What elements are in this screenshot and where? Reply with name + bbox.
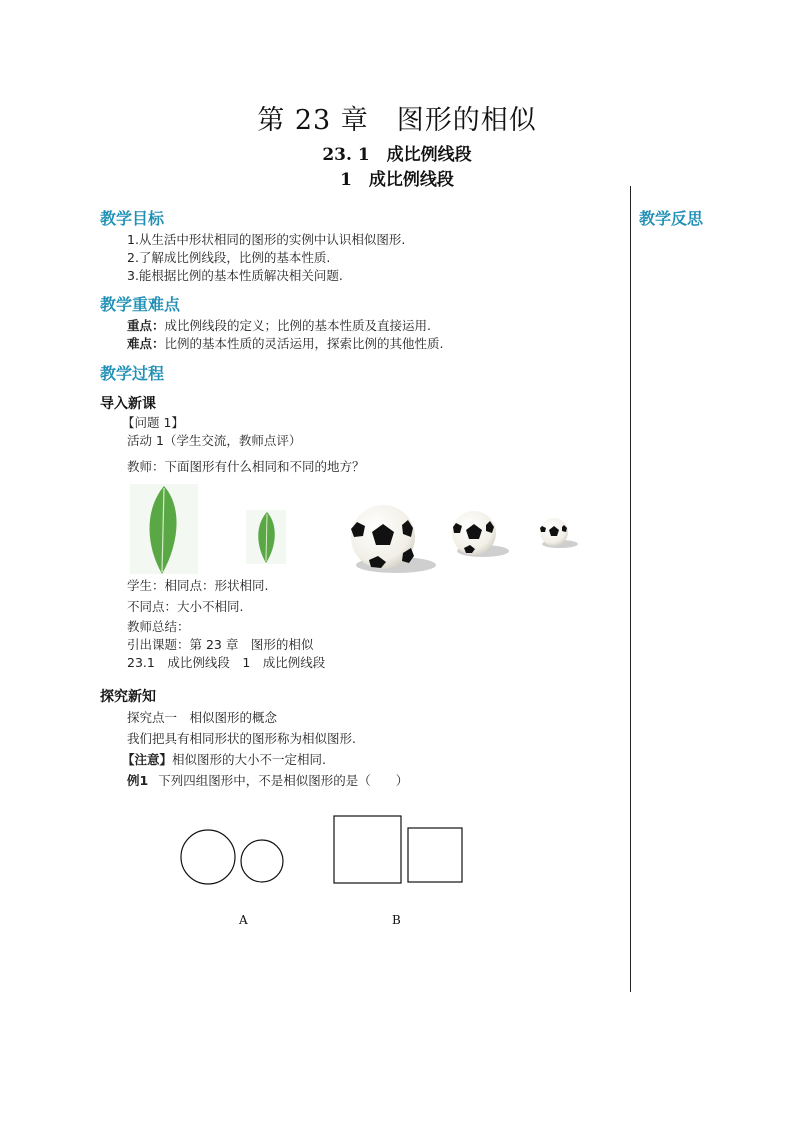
soccer-ball-icon [351, 505, 436, 573]
activity-line: 活动 1（学生交流，教师点评） [127, 433, 302, 448]
explore-point: 探究点一 相似图形的概念 [127, 710, 278, 725]
option-a-label: A [239, 913, 248, 927]
similar-figures-image [128, 482, 588, 578]
section-title: 23. 1 成比例线段 [322, 145, 472, 165]
example-line [127, 771, 408, 789]
example-label: 例1 [127, 773, 149, 788]
student-answer: 学生：相同点：形状相同. [127, 578, 269, 593]
difference-answer: 不同点：大小不相同. [127, 599, 244, 614]
intro-heading: 导入新课 [100, 396, 156, 412]
soccer-ball-icon [540, 518, 578, 548]
explore-heading: 探究新知 [100, 689, 156, 705]
goal-item: 3.能根据比例的基本性质解决相关问题. [127, 268, 343, 283]
option-b-label: B [392, 913, 401, 927]
diff-text: 比例的基本性质的灵活运用，探索比例的其他性质. [164, 336, 444, 351]
large-circle [181, 830, 235, 884]
problem-label: 【问题 1】 [122, 415, 184, 430]
note [122, 750, 326, 768]
example-text: 下列四组图形中，不是相似图形的是（ ） [158, 773, 409, 788]
topic-line: 引出课题：第 23 章 图形的相似 [127, 637, 314, 652]
definition: 我们把具有相同形状的图形称为相似图形. [127, 731, 356, 746]
keypoints-heading: 教学重难点 [100, 295, 181, 314]
goal-item: 2.了解成比例线段，比例的基本性质. [127, 250, 331, 265]
topic-line-2: 23.1 成比例线段 1 成比例线段 [127, 655, 326, 670]
teacher-question: 教师：下面图形有什么相同和不同的地方？ [127, 459, 365, 474]
example-figures [175, 810, 475, 890]
soccer-ball-icon [452, 511, 509, 557]
note-label: 【注意】 [122, 752, 173, 767]
key-text: 成比例线段的定义；比例的基本性质及直接运用. [164, 318, 431, 333]
small-circle [241, 840, 283, 882]
goal-item: 1.从生活中形状相同的图形的实例中认识相似图形. [127, 232, 406, 247]
note-text: 相似图形的大小不一定相同. [172, 752, 326, 767]
leaf-icon [130, 484, 198, 574]
process-heading: 教学过程 [100, 364, 165, 383]
key-point [127, 316, 431, 334]
leaf-icon [246, 510, 286, 564]
chapter-title: 第 23 章 图形的相似 [257, 105, 537, 136]
teacher-summary: 教师总结： [127, 619, 190, 634]
difficult-point [127, 334, 444, 352]
subsection-title: 1 成比例线段 [340, 170, 454, 190]
reflection-heading: 教学反思 [639, 209, 704, 228]
diff-label: 难点： [127, 336, 165, 351]
small-square [408, 828, 462, 882]
column-divider [630, 186, 631, 992]
goals-heading: 教学目标 [100, 209, 165, 228]
large-square [334, 816, 401, 883]
key-label: 重点： [127, 318, 165, 333]
